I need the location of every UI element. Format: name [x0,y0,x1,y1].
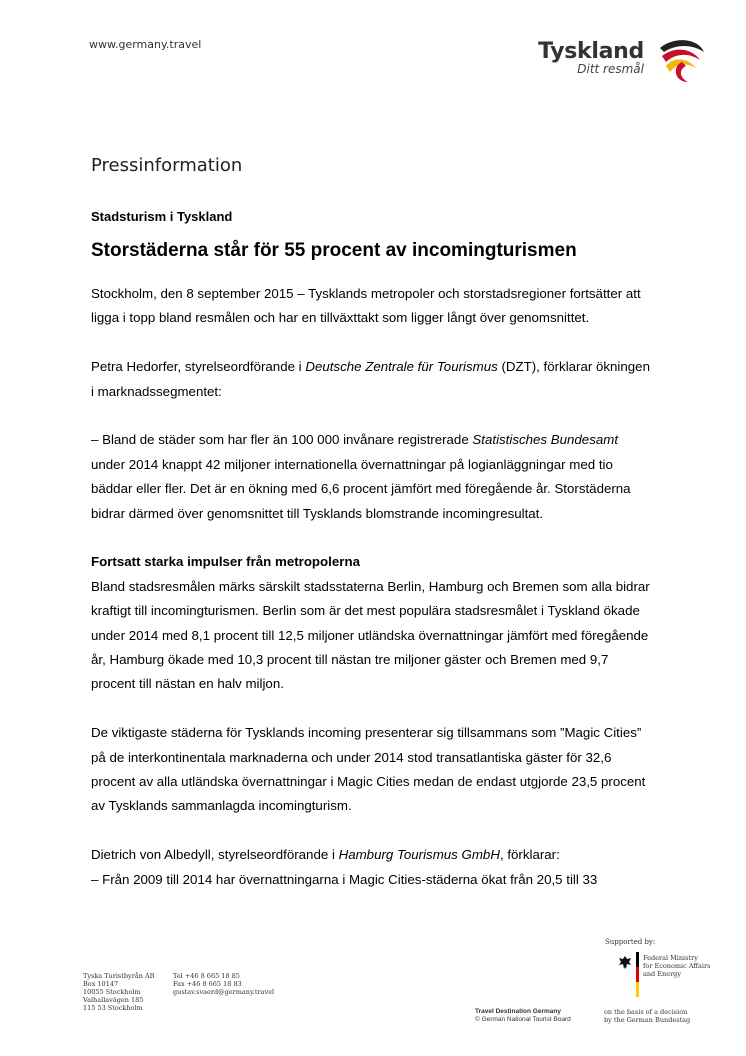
paragraph [91,355,651,404]
decision-note [604,1008,690,1024]
footer-contact [173,972,274,996]
logo-title: Tyskland [538,39,644,64]
logo [538,40,644,76]
eagle-logo-icon [652,36,708,86]
decision-line: on the basis of a decision [604,1008,688,1016]
article-body [91,282,651,892]
organization: Hamburg Tourismus GmbH [338,847,500,863]
ministry-line: for Economic Affairs [643,962,711,970]
address-line: 10055 Stockholm [83,988,141,996]
logo-subtitle: Ditt resmål [577,62,644,76]
tdg-title [475,1008,571,1016]
text: under 2014 knappt 42 miljoner internationella övernattningar på logianläggningar med tio bäddar eller fler. Det är en ökning med 6,6 procent jämfört med föregående år. Storstäderna bidrar därmed över genomsnittet till Tysklands blomstrande incomingresultat. [91,456,631,521]
header-url: www.germany.travel [89,38,202,51]
kicker: Stadsturism i Tyskland [91,209,233,224]
address-line: 115 53 Stockholm [83,1004,143,1012]
supported-by-label: Supported by: [605,938,656,946]
organization: Statistisches Bundesamt [472,432,619,448]
paragraph: Stockholm, den 8 september 2015 – Tysklands metropoler och storstadsregioner fortsätter att ligga i topp bland resmålen och har en tillväxttakt som ligger långt över genomsnittet. [91,286,641,326]
address-line: Valhallavägen 185 [83,996,144,1004]
phone: Tel +46 8 665 18 85 [173,972,240,980]
fax: Fax +46 8 665 18 83 [173,980,242,988]
federal-eagle-icon [617,955,633,971]
text: (DZT), förklarar ökningen i marknadssegmentet: [91,359,650,399]
paragraph [91,843,651,867]
article-title: Storstäderna står för 55 procent av incomingturismen [91,240,577,261]
address-line: Box 10147 [83,980,119,988]
german-flag-icon [636,952,639,997]
email-link[interactable]: gustav.svaerd@germany.travel [173,988,275,996]
tdg-title-text: Travel Destination Germany [475,1008,561,1015]
paragraph: Bland stadsresmålen märks särskilt stadsstaterna Berlin, Hamburg och Bremen som alla bidrar kraftigt till incomingturismen. Berlin som är det mest populära stadsresmålet i Tyskland ökade under 2014 med 8,1 procent till 12,5 miljoner utländska övernattningar jämfört med föregående år, Hamburg ökade med 10,3 procent till nästan tre miljoner gäster och Bremen med 9,7 procent till nästan en halv miljon. [91,578,650,692]
organization: Deutsche Zentrale für Tourismus [305,359,498,375]
text: Dietrich von Albedyll, styrelseordförande i [91,847,339,863]
ministry-line: and Energy [643,970,682,978]
text: Petra Hedorfer, styrelseordförande i [91,359,306,375]
tdg-subtitle: © German National Tourist Board [475,1016,571,1023]
tdg-block [475,1008,571,1024]
footer-address [83,972,154,1012]
decision-line: by the German Bundestag [604,1016,691,1024]
ministry-name [643,954,710,978]
address-line: Tyska Turistbyrån AB [83,972,155,980]
text: , förklarar: [499,847,560,863]
paragraph: – Från 2009 till 2014 har övernattningarna i Magic Cities-städerna ökat från 20,5 till 33 [91,871,598,887]
text: – Bland de städer som har fler än 100 000 invånare registrerade [91,432,473,448]
page-heading: Pressinformation [91,155,243,176]
paragraph [91,428,651,526]
subheading: Fortsatt starka impulser från metropolerna [91,554,360,570]
ministry-line: Federal Ministry [643,954,698,962]
paragraph: De viktigaste städerna för Tysklands incoming presenterar sig tillsammans som ”Magic Cities” på de interkontinentala marknaderna och under 2014 stod transatlantiska gäster för 32,6 procent av alla utländska övernattningar i Magic Cities medan de endast utgjorde 23,5 procent av Tysklands sammanlagda incomingturism. [91,725,646,814]
